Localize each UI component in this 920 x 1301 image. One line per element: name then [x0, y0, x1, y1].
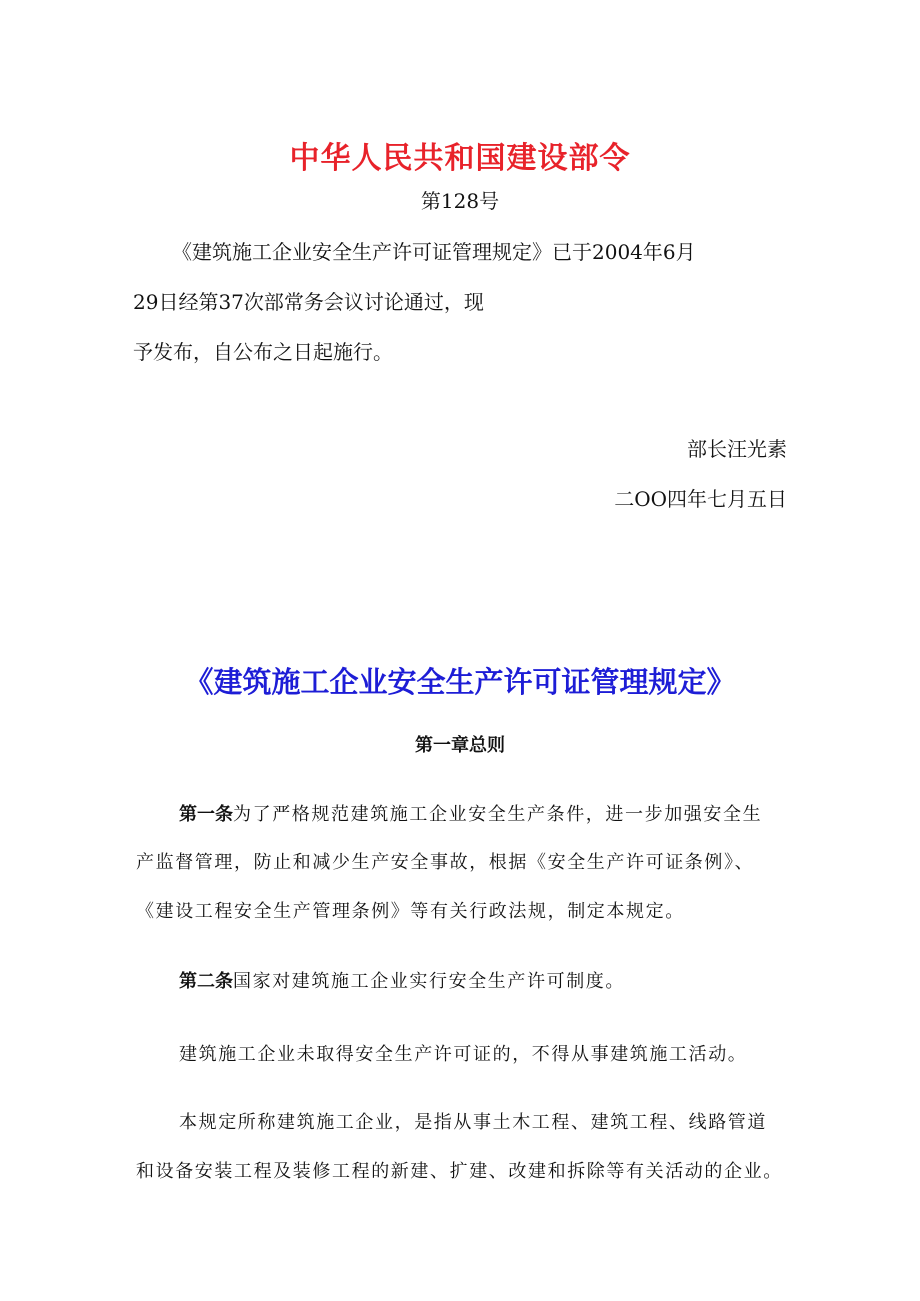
- article-2-line: [179, 967, 625, 993]
- order-signature: 部长汪光素: [687, 437, 787, 461]
- article-2-label: 第二条: [179, 971, 233, 992]
- order-number: 第128号: [420, 189, 500, 213]
- article-1-line: [179, 800, 762, 826]
- article-1-label: 第一条: [179, 804, 233, 825]
- order-title: 中华人民共和国建设部令: [289, 141, 631, 176]
- article-2-text: 国家对建筑施工企业实行安全生产许可制度。: [233, 971, 625, 992]
- article-1-text: 为了严格规范建筑施工企业安全生产条件，进一步加强安全生: [233, 804, 763, 825]
- paragraph-definition-line: 和设备安装工程及装修工程的新建、扩建、改建和拆除等有关活动的企业。: [136, 1161, 783, 1182]
- article-1-line: 《建设工程安全生产管理条例》等有关行政法规，制定本规定。: [136, 901, 685, 922]
- regulation-title: 《建筑施工企业安全生产许可证管理规定》: [184, 665, 736, 699]
- order-paragraph-line: 予发布，自公布之日起施行。: [133, 340, 393, 364]
- order-date: 二OO四年七月五日: [614, 487, 787, 511]
- order-paragraph-line: 29日经第37次部常务会议讨论通过，现: [133, 290, 484, 314]
- paragraph-definition-line: 本规定所称建筑施工企业，是指从事土木工程、建筑工程、线路管道: [179, 1112, 767, 1133]
- article-1-line: 产监督管理，防止和减少生产安全事故，根据《安全生产许可证条例》、: [136, 852, 755, 873]
- order-paragraph-line: 《建筑施工企业安全生产许可证管理规定》已于2004年6月: [172, 240, 696, 264]
- chapter-title: 第一章总则: [415, 735, 505, 756]
- paragraph-permit-line: 建筑施工企业未取得安全生产许可证的，不得从事建筑施工活动。: [179, 1044, 748, 1065]
